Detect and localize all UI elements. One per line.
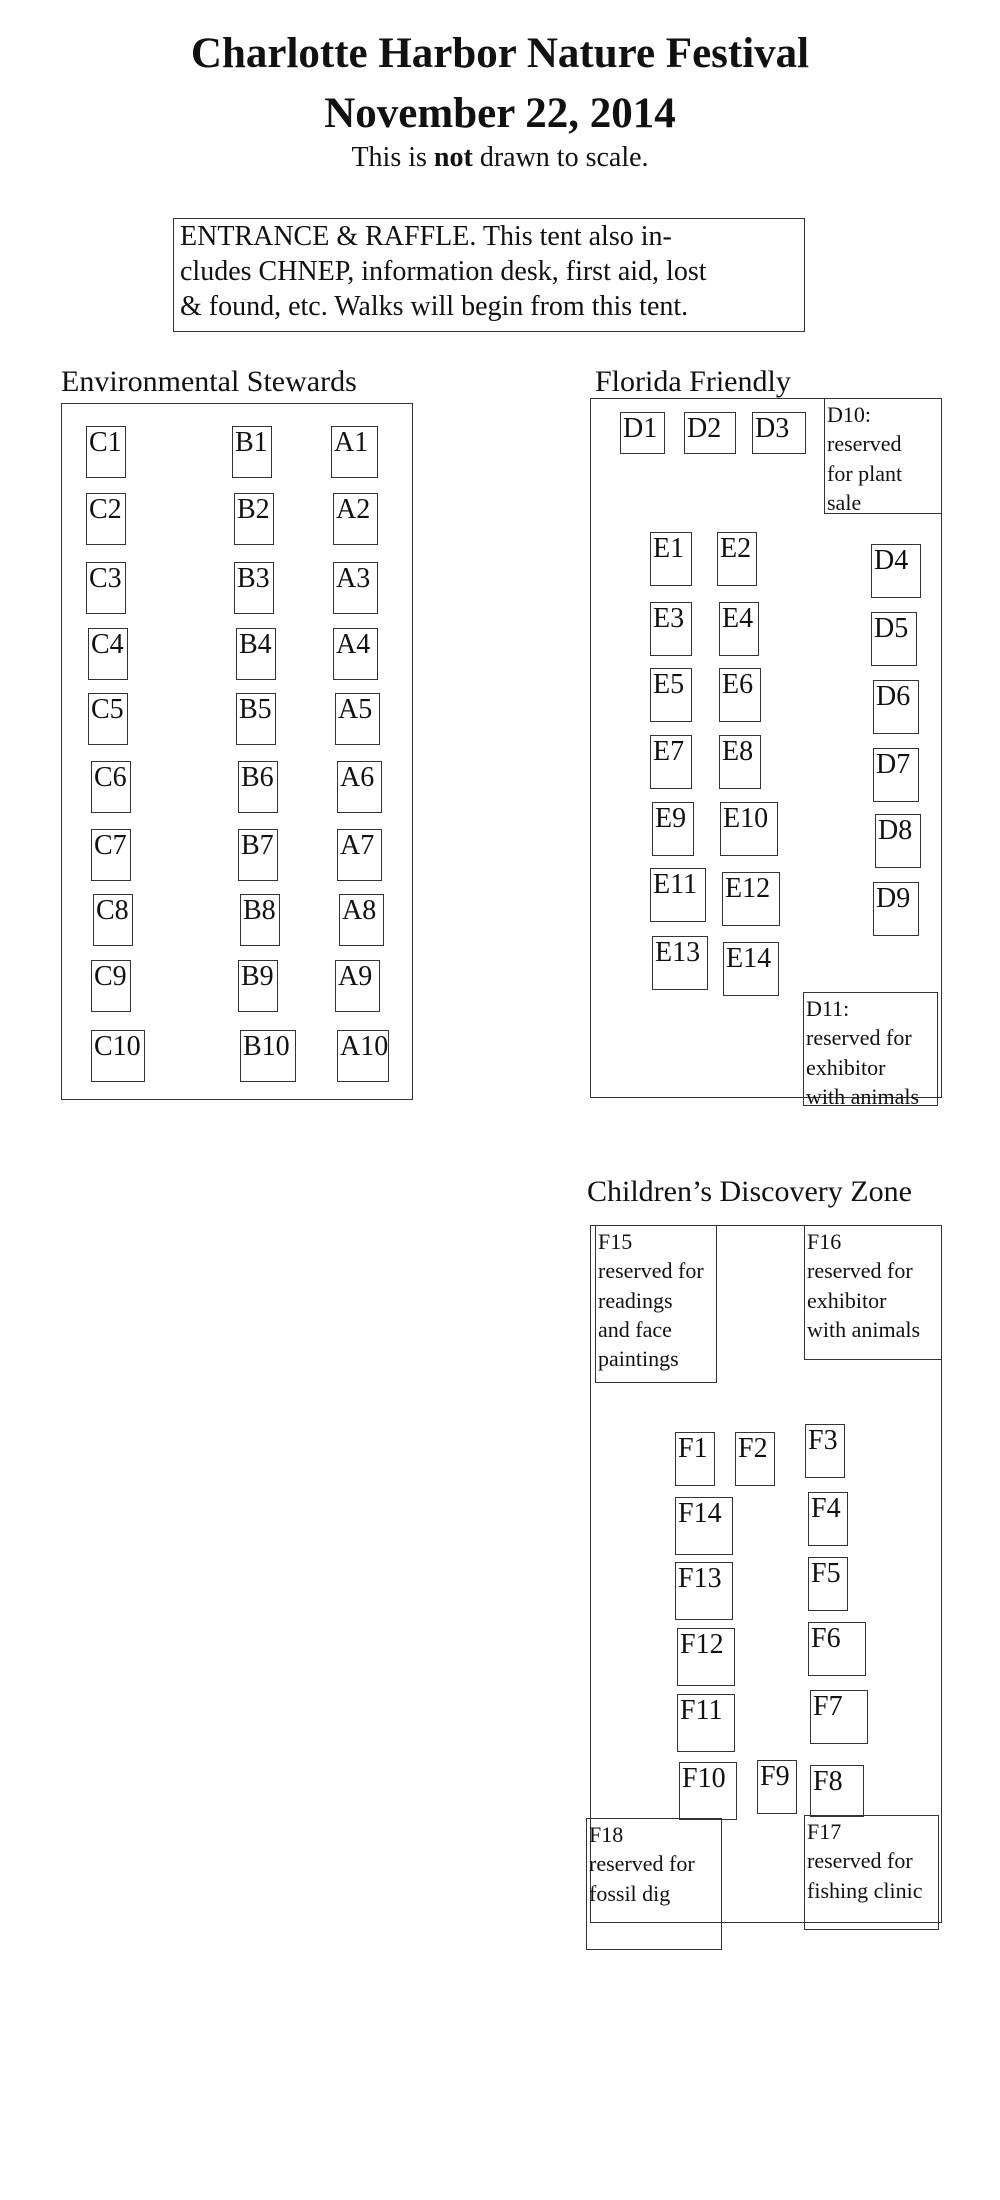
zone-title-childrens-discovery: Children’s Discovery Zone [587,1175,912,1208]
reserved-line: exhibitor [807,1287,887,1313]
booth-b7: B7 [238,829,278,881]
booth-d10-plant-sale [824,398,942,514]
booth-f9: F9 [757,1760,797,1814]
booth-e2: E2 [717,532,757,586]
reserved-line: sale [827,489,862,515]
booth-c8: C8 [93,894,133,946]
booth-c1: C1 [86,426,126,478]
scale-note [0,142,1000,174]
booth-d11-exhibitor-animals [803,992,938,1109]
booth-d7: D7 [873,748,919,802]
booth-b2: B2 [234,493,274,545]
booth-e8: E8 [719,735,761,789]
booth-d9: D9 [873,882,919,936]
booth-f17-fishing-clinic [804,1815,939,1930]
booth-b3: B3 [234,562,274,614]
booth-f3: F3 [805,1424,845,1478]
map-title: Charlotte Harbor Nature Festival [190,30,810,77]
booth-e14: E14 [723,942,779,996]
booth-e10: E10 [720,802,778,856]
booth-f16-exhibitor-animals [804,1225,942,1360]
booth-c9: C9 [91,960,131,1012]
booth-d5: D5 [871,612,917,666]
entrance-line: ENTRANCE & RAFFLE. This tent also in- [180,221,672,252]
booth-f13: F13 [675,1562,733,1620]
scale-note-post: drawn to scale. [472,142,649,173]
booth-b5: B5 [236,693,276,745]
zone-title-environmental-stewards: Environmental Stewards [61,365,357,398]
reserved-line: reserved for [807,1848,913,1874]
booth-a5: A5 [335,693,380,745]
booth-e7: E7 [650,735,692,789]
booth-a4: A4 [333,628,378,680]
booth-d2: D2 [684,412,736,454]
booth-b8: B8 [240,894,280,946]
booth-f12: F12 [677,1628,735,1686]
booth-d6: D6 [873,680,919,734]
booth-f11: F11 [677,1694,735,1752]
booth-f1: F1 [675,1432,715,1486]
booth-a7: A7 [337,829,382,881]
booth-f6: F6 [808,1622,866,1676]
booth-b4: B4 [236,628,276,680]
reserved-line: exhibitor [806,1054,886,1080]
booth-e12: E12 [722,872,780,926]
reserved-id: F18 [589,1822,624,1847]
entrance-line: & found, etc. Walks will begin from this tent. [180,291,689,322]
booth-d4: D4 [871,544,921,598]
booth-b9: B9 [238,960,278,1012]
booth-e6: E6 [719,668,761,722]
reserved-line: and face [598,1316,672,1342]
booth-b6: B6 [238,761,278,813]
reserved-line: reserved for [589,1851,695,1877]
booth-e13: E13 [652,936,708,990]
reserved-line: paintings [598,1346,679,1371]
booth-c3: C3 [86,562,126,614]
booth-c5: C5 [88,693,128,745]
booth-f2: F2 [735,1432,775,1486]
booth-c7: C7 [91,829,131,881]
reserved-id: D11: [806,996,850,1021]
booth-d3: D3 [752,412,806,454]
scale-note-bold: not [433,142,473,173]
scale-note-pre: This is [351,142,434,173]
booth-f10: F10 [679,1762,737,1820]
booth-e11: E11 [650,868,706,922]
booth-f5: F5 [808,1557,848,1611]
reserved-line: fossil dig [589,1880,671,1906]
booth-f8: F8 [810,1765,864,1817]
booth-e9: E9 [652,802,694,856]
reserved-line: for plant [827,460,903,486]
booth-d8: D8 [875,814,921,868]
reserved-line: reserved for [806,1025,912,1051]
booth-a6: A6 [337,761,382,813]
zone-title-florida-friendly: Florida Friendly [595,365,791,398]
booth-e1: E1 [650,532,692,586]
event-date: November 22, 2014 [324,90,676,137]
reserved-id: F17 [807,1819,842,1844]
booth-b1: B1 [232,426,272,478]
booth-d1: D1 [620,412,665,454]
reserved-line: with animals [807,1316,921,1342]
booth-b10: B10 [240,1030,296,1082]
reserved-id: F16 [807,1229,842,1254]
booth-a9: A9 [335,960,380,1012]
booth-f15-readings [595,1225,717,1383]
booth-c10: C10 [91,1030,145,1082]
booth-e3: E3 [650,602,692,656]
reserved-line: with animals [806,1083,920,1109]
reserved-line: fishing clinic [807,1877,923,1903]
booth-e4: E4 [719,602,759,656]
reserved-id: D10: [827,402,871,427]
booth-f18-fossil-dig [586,1818,722,1950]
entrance-tent [173,218,805,332]
booth-a10: A10 [337,1030,389,1082]
reserved-line: reserved for [598,1258,704,1284]
booth-a8: A8 [339,894,384,946]
reserved-line: reserved for [807,1258,913,1284]
booth-f4: F4 [808,1492,848,1546]
booth-a3: A3 [333,562,378,614]
booth-e5: E5 [650,668,692,722]
entrance-line: cludes CHNEP, information desk, first aid, lost [180,256,707,287]
booth-c2: C2 [86,493,126,545]
reserved-line: readings [598,1287,673,1313]
booth-f14: F14 [675,1497,733,1555]
booth-a2: A2 [333,493,378,545]
booth-c4: C4 [88,628,128,680]
booth-f7: F7 [810,1690,868,1744]
booth-a1: A1 [331,426,378,478]
booth-c6: C6 [91,761,131,813]
reserved-line: reserved [827,431,902,457]
reserved-id: F15 [598,1229,633,1254]
